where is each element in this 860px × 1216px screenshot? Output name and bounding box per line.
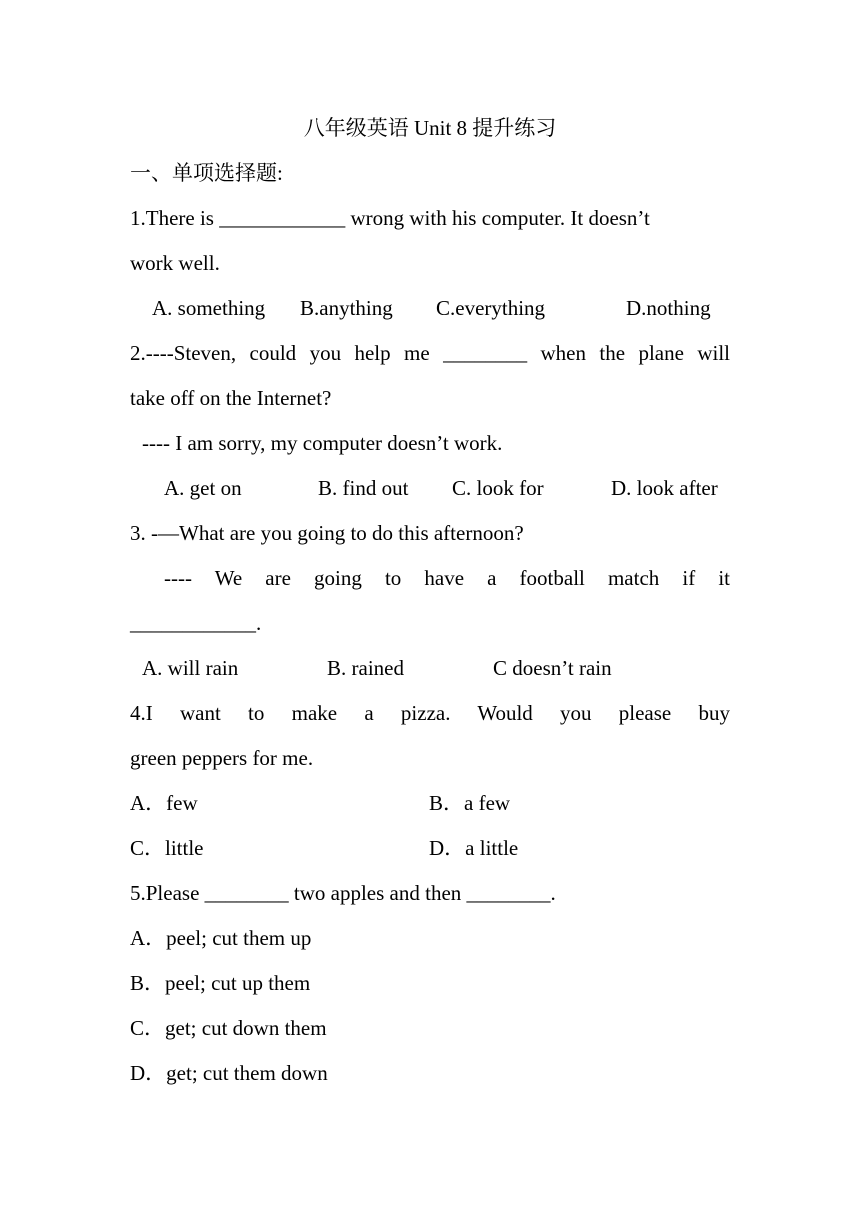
question-2-line-1: 2.----Steven, could you help me ________ when the plane will bbox=[130, 341, 730, 365]
question-4-option-b: B．a few bbox=[429, 791, 511, 815]
question-3-line-3: ____________. bbox=[130, 611, 262, 635]
question-3-option-a: A. will rain bbox=[142, 656, 239, 680]
question-4-option-d: D．a little bbox=[429, 836, 519, 860]
question-2-line-2: take off on the Internet? bbox=[130, 386, 332, 410]
question-4-option-c: C．little bbox=[130, 836, 204, 860]
question-1-option-b: B.anything bbox=[300, 296, 393, 320]
question-5-line-1: 5.Please ________ two apples and then ________. bbox=[130, 881, 556, 905]
question-1-option-a: A. something bbox=[152, 296, 266, 320]
question-1-option-d: D.nothing bbox=[626, 296, 711, 320]
question-3-line-2: ---- We are going to have a football match if it bbox=[164, 566, 730, 590]
question-5-option-b: B．peel; cut up them bbox=[130, 971, 311, 995]
question-2-option-d: D. look after bbox=[611, 476, 718, 500]
question-2-line-3: ---- I am sorry, my computer doesn’t work. bbox=[142, 431, 503, 455]
question-2-option-a: A. get on bbox=[164, 476, 242, 500]
question-5-option-d: D．get; cut them down bbox=[130, 1061, 328, 1085]
section-heading: 一、单项选择题: bbox=[130, 161, 283, 185]
question-4-line-1: 4.I want to make a pizza. Would you please buy bbox=[130, 701, 730, 725]
question-1-option-c: C.everything bbox=[436, 296, 546, 320]
question-5-option-a: A．peel; cut them up bbox=[130, 926, 312, 950]
question-5-option-c: C．get; cut down them bbox=[130, 1016, 327, 1040]
question-1-line-2: work well. bbox=[130, 251, 220, 275]
question-2-option-b: B. find out bbox=[318, 476, 409, 500]
question-4-option-a: A．few bbox=[130, 791, 198, 815]
page-title: 八年级英语 Unit 8 提升练习 bbox=[303, 116, 557, 140]
question-3-option-b: B. rained bbox=[327, 656, 404, 680]
question-4-line-2: green peppers for me. bbox=[130, 746, 314, 770]
question-3-option-c: C doesn’t rain bbox=[493, 656, 612, 680]
question-3-line-1: 3. -––What are you going to do this afternoon? bbox=[130, 521, 524, 545]
question-2-option-c: C. look for bbox=[452, 476, 544, 500]
question-1-line-1: 1.There is ____________ wrong with his computer. It doesn’t bbox=[130, 206, 650, 230]
